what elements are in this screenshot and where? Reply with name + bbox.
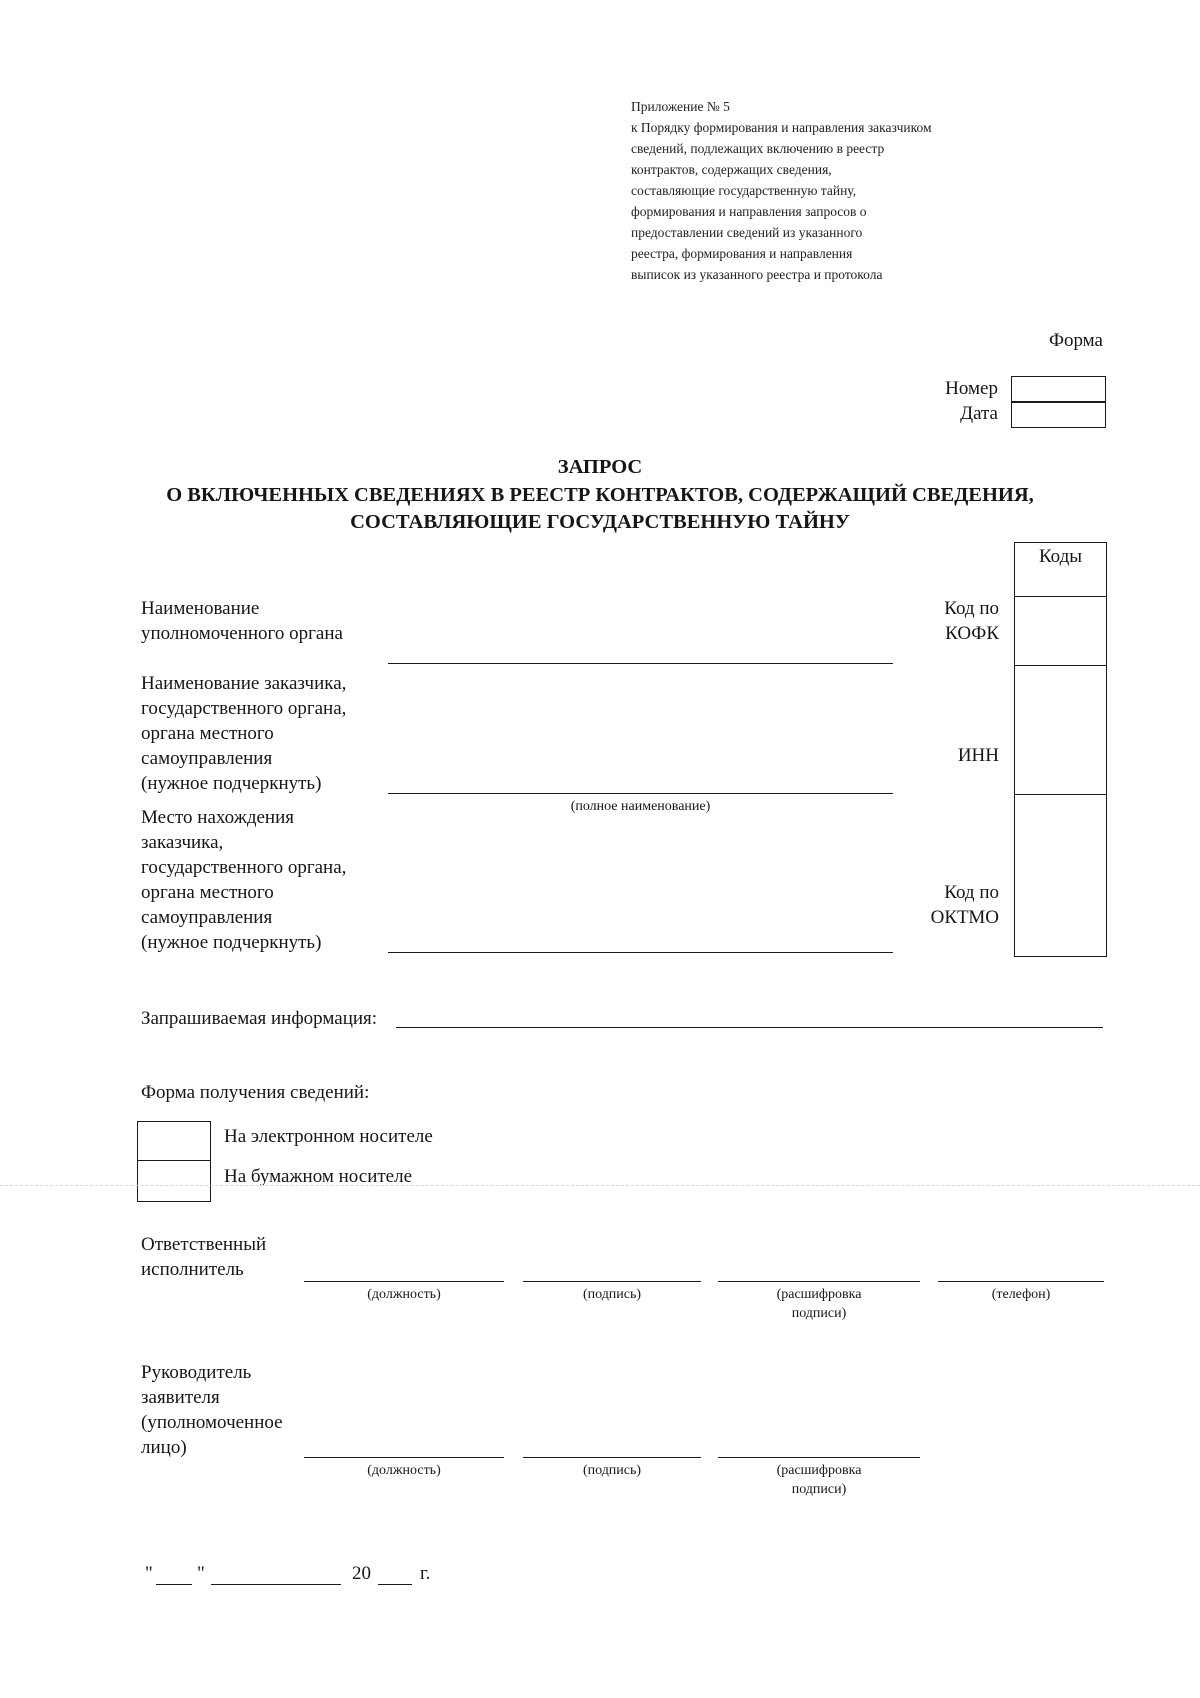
position-hint: (должность) bbox=[367, 1287, 441, 1302]
form-label: Форма bbox=[1048, 330, 1103, 351]
appendix-line: формирования и направления запросов о bbox=[631, 204, 867, 219]
year-suffix: г. bbox=[420, 1563, 431, 1584]
head-decryption-line[interactable] bbox=[718, 1457, 920, 1458]
appendix-line: сведений, подлежащих включению в реестр bbox=[631, 141, 885, 156]
number-label: Номер bbox=[945, 378, 998, 399]
codes-table bbox=[1014, 542, 1107, 957]
electronic-media-checkbox[interactable] bbox=[137, 1121, 211, 1161]
responsible-signature-line[interactable] bbox=[523, 1281, 701, 1282]
year-line[interactable] bbox=[378, 1584, 412, 1585]
date-quote-open: " bbox=[145, 1563, 153, 1584]
date-quote-close: " bbox=[197, 1563, 205, 1584]
customer-location-label: Место нахождения заказчика, государственного органа, органа местного самоуправления (нужное подчеркнуть) bbox=[141, 807, 347, 953]
oktmo-code-cell[interactable] bbox=[1015, 794, 1106, 956]
document-subtitle: СОСТАВЛЯЮЩИЕ ГОСУДАРСТВЕННУЮ ТАЙНУ bbox=[350, 511, 850, 533]
electronic-media-label: На электронном носителе bbox=[224, 1126, 433, 1147]
date-label: Дата bbox=[960, 403, 998, 424]
requested-info-line[interactable] bbox=[396, 1027, 1103, 1028]
responsible-position-line[interactable] bbox=[304, 1281, 504, 1282]
appendix-note bbox=[631, 96, 1011, 285]
customer-location-line[interactable] bbox=[388, 952, 893, 953]
number-field[interactable] bbox=[1011, 376, 1106, 403]
customer-name-line[interactable] bbox=[388, 793, 893, 794]
inn-code-cell[interactable] bbox=[1015, 665, 1106, 795]
codes-header: Коды bbox=[1015, 543, 1106, 597]
receipt-form-label: Форма получения сведений: bbox=[141, 1082, 370, 1103]
paper-media-label: На бумажном носителе bbox=[224, 1166, 413, 1187]
kofk-code-cell[interactable] bbox=[1015, 596, 1106, 666]
requested-info-label: Запрашиваемая информация: bbox=[141, 1008, 378, 1029]
inn-label: ИНН bbox=[957, 745, 999, 766]
responsible-executor-label: Ответственный исполнитель bbox=[141, 1234, 267, 1280]
scan-artifact-line bbox=[0, 1185, 1200, 1186]
signature-hint: (подпись) bbox=[582, 1463, 642, 1478]
document-subtitle: О ВКЛЮЧЕННЫХ СВЕДЕНИЯХ В РЕЕСТР КОНТРАКТОВ, СОДЕРЖАЩИЙ СВЕДЕНИЯ, bbox=[166, 484, 1034, 506]
applicant-head-label: Руководитель заявителя (уполномоченное лицо) bbox=[141, 1362, 283, 1458]
paper-media-checkbox[interactable] bbox=[137, 1160, 211, 1202]
signature-decryption-hint: (расшифровка подписи) bbox=[776, 1463, 862, 1497]
date-field[interactable] bbox=[1011, 401, 1106, 428]
head-signature-line[interactable] bbox=[523, 1457, 701, 1458]
full-name-hint: (полное наименование) bbox=[570, 799, 711, 814]
customer-name-label: Наименование заказчика, государственного органа, органа местного самоуправления (нужное подчеркнуть) bbox=[141, 673, 347, 794]
oktmo-label: Код по ОКТМО bbox=[930, 882, 999, 928]
appendix-line: выписок из указанного реестра и протокола bbox=[631, 267, 883, 282]
authorized-body-line[interactable] bbox=[388, 663, 893, 664]
appendix-line: Приложение № 5 bbox=[631, 99, 730, 114]
month-line[interactable] bbox=[211, 1584, 341, 1585]
appendix-line: к Порядку формирования и направления заказчиком bbox=[631, 120, 932, 135]
signature-decryption-hint: (расшифровка подписи) bbox=[776, 1287, 862, 1321]
appendix-line: составляющие государственную тайну, bbox=[631, 183, 857, 198]
phone-hint: (телефон) bbox=[991, 1287, 1051, 1302]
day-line[interactable] bbox=[156, 1584, 192, 1585]
signature-hint: (подпись) bbox=[582, 1287, 642, 1302]
position-hint: (должность) bbox=[367, 1463, 441, 1478]
head-position-line[interactable] bbox=[304, 1457, 504, 1458]
authorized-body-label: Наименование уполномоченного органа bbox=[141, 598, 343, 644]
appendix-line: предоставлении сведений из указанного bbox=[631, 225, 863, 240]
kofk-label: Код по КОФК bbox=[944, 598, 999, 644]
document-title: ЗАПРОС bbox=[557, 456, 643, 478]
responsible-phone-line[interactable] bbox=[938, 1281, 1104, 1282]
appendix-line: реестра, формирования и направления bbox=[631, 246, 853, 261]
year-prefix: 20 bbox=[352, 1563, 371, 1584]
responsible-decryption-line[interactable] bbox=[718, 1281, 920, 1282]
appendix-line: контрактов, содержащих сведения, bbox=[631, 162, 832, 177]
